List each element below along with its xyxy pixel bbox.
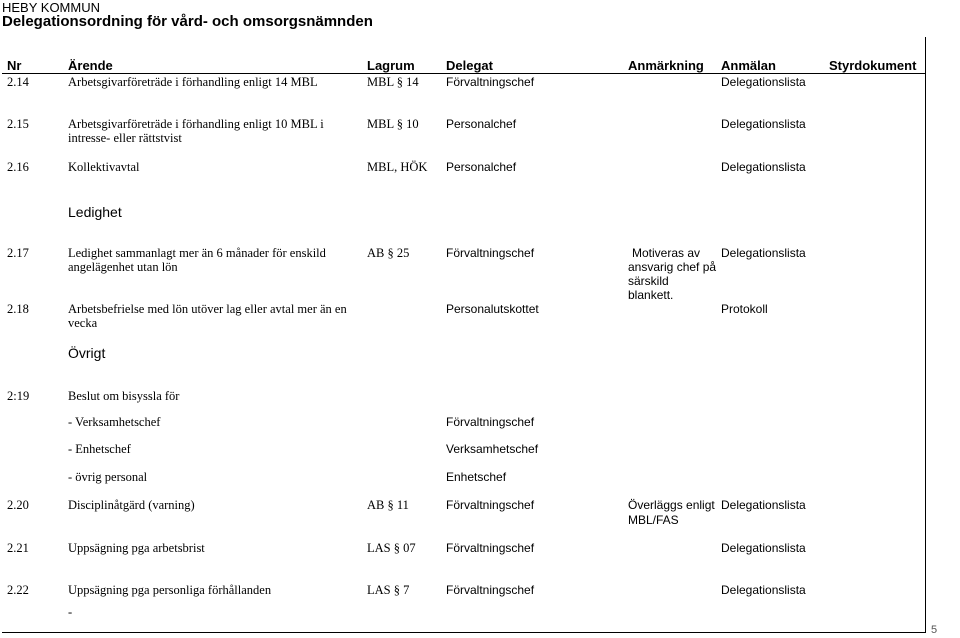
row-2-16-nr: 2.16 — [7, 160, 29, 174]
row-2-17-arende-line-1: Ledighet sammanlagt mer än 6 månader för enskild — [68, 246, 326, 260]
column-header-styrdokument: Styrdokument — [829, 58, 917, 73]
row-2-15-lagrum: MBL § 10 — [367, 117, 419, 131]
row-2-17-anmarkning-line-4: blankett. — [628, 288, 674, 302]
row-2-19-delegat-2: Verksamhetschef — [446, 442, 539, 456]
row-2-16-anmalan: Delegationslista — [721, 160, 806, 174]
row-2-19-arende: Beslut om bisyssla för — [68, 389, 180, 403]
row-2-14-delegat: Förvaltningschef — [446, 75, 535, 89]
row-2-22-lagrum: LAS § 7 — [367, 583, 410, 597]
row-2-15-anmalan: Delegationslista — [721, 117, 806, 131]
row-2-14-nr: 2.14 — [7, 75, 29, 89]
header-divider — [2, 73, 926, 74]
row-2-21-arende: Uppsägning pga arbetsbrist — [68, 541, 205, 555]
row-2-20-delegat: Förvaltningschef — [446, 498, 535, 512]
row-2-22-nr: 2.22 — [7, 583, 29, 597]
row-2-20-nr: 2.20 — [7, 498, 29, 512]
row-2-17-delegat: Förvaltningschef — [446, 246, 535, 260]
row-2-19-sub-ovrig-personal: - övrig personal — [68, 470, 148, 484]
table-right-border — [925, 37, 926, 633]
row-2-22-arende: Uppsägning pga personliga förhållanden — [68, 583, 272, 597]
row-2-14-arende: Arbetsgivarföreträde i förhandling enligt 14 MBL — [68, 75, 318, 89]
row-2-20-arende: Disciplinåtgärd (varning) — [68, 498, 195, 512]
organization-name: HEBY KOMMUN — [2, 0, 100, 15]
row-2-22-delegat: Förvaltningschef — [446, 583, 535, 597]
row-2-16-delegat: Personalchef — [446, 160, 517, 174]
row-2-17-anmarkning-line-1: Motiveras av — [632, 246, 701, 260]
row-2-19-nr: 2:19 — [7, 389, 30, 403]
row-2-21-nr: 2.21 — [7, 541, 29, 555]
row-2-17-anmarkning-line-3: särskild — [628, 274, 669, 288]
section-heading-ledighet: Ledighet — [68, 204, 122, 220]
column-header-arende: Ärende — [68, 58, 113, 73]
row-2-21-lagrum: LAS § 07 — [367, 541, 416, 555]
row-2-15-delegat: Personalchef — [446, 117, 517, 131]
row-2-21-anmalan: Delegationslista — [721, 541, 806, 555]
row-2-20-anmarkning-line-1: Överläggs enligt — [628, 498, 715, 512]
section-heading-ovrigt: Övrigt — [68, 345, 106, 361]
row-2-16-lagrum: MBL, HÖK — [367, 160, 428, 174]
row-2-19-delegat-1: Förvaltningschef — [446, 415, 535, 429]
row-2-14-anmalan: Delegationslista — [721, 75, 806, 89]
row-2-21-delegat: Förvaltningschef — [446, 541, 535, 555]
row-2-20-anmarkning-line-2: MBL/FAS — [628, 513, 679, 527]
row-2-18-delegat: Personalutskottet — [446, 302, 539, 316]
row-2-17-anmarkning-line-2: ansvarig chef på — [628, 260, 717, 274]
row-2-20-anmalan: Delegationslista — [721, 498, 806, 512]
row-2-19-delegat-3: Enhetschef — [446, 470, 507, 484]
table-bottom-border — [2, 632, 926, 633]
row-2-17-arende-line-2: angelägenhet utan lön — [68, 260, 178, 274]
page-number: 5 — [931, 624, 938, 636]
row-2-19-sub-enhetschef: - Enhetschef — [68, 442, 131, 456]
row-2-16-arende: Kollektivavtal — [68, 160, 140, 174]
column-header-lagrum: Lagrum — [367, 58, 415, 73]
column-header-anmalan: Anmälan — [721, 58, 776, 73]
row-2-15-arende-line-2: intresse- eller rättstvist — [68, 131, 182, 145]
row-2-15-nr: 2.15 — [7, 117, 29, 131]
row-2-20-lagrum: AB § 11 — [367, 498, 409, 512]
row-2-15-arende-line-1: Arbetsgivarföreträde i förhandling enligt 10 MBL i — [68, 117, 324, 131]
row-2-18-arende-line-1: Arbetsbefrielse med lön utöver lag eller avtal mer än en — [68, 302, 347, 316]
row-2-18-nr: 2.18 — [7, 302, 29, 316]
row-2-18-arende-line-2: vecka — [68, 316, 98, 330]
page-title: Delegationsordning för vård- och omsorgsnämnden — [2, 13, 373, 30]
row-2-22-anmalan: Delegationslista — [721, 583, 806, 597]
column-header-delegat: Delegat — [446, 58, 493, 73]
row-2-22-dash: - — [68, 605, 73, 619]
row-2-19-sub-verksamhetschef: - Verksamhetschef — [68, 415, 161, 429]
row-2-14-lagrum: MBL § 14 — [367, 75, 419, 89]
row-2-18-anmalan: Protokoll — [721, 302, 768, 316]
row-2-17-nr: 2.17 — [7, 246, 29, 260]
row-2-17-lagrum: AB § 25 — [367, 246, 410, 260]
row-2-17-anmalan: Delegationslista — [721, 246, 806, 260]
column-header-anmarkning: Anmärkning — [628, 58, 704, 73]
column-header-nr: Nr — [7, 58, 22, 73]
